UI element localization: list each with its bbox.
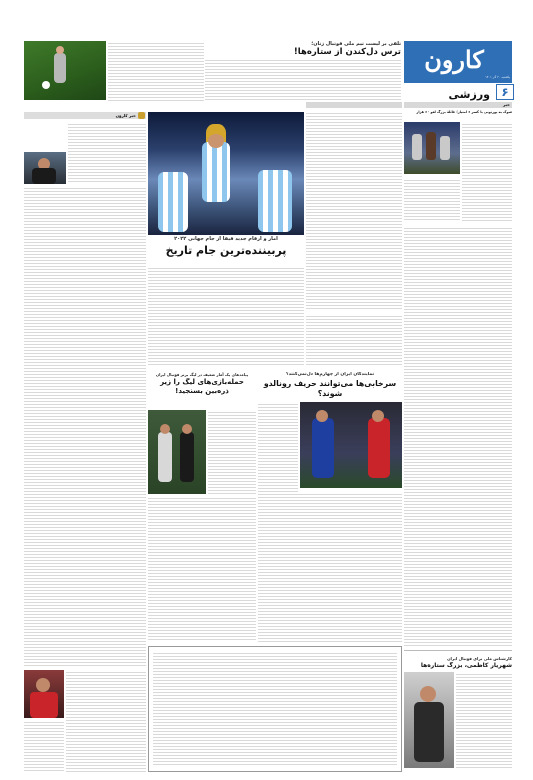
- photo-kazemi: [404, 672, 454, 768]
- article-red-blue: [258, 372, 402, 402]
- worldcup-headline-block: [148, 236, 304, 264]
- center-right-lower-text: [306, 314, 402, 366]
- sidebar-text-1: [462, 122, 512, 222]
- bottom-box: [148, 646, 402, 772]
- article4-text-a: [208, 410, 256, 494]
- column-header: [306, 102, 402, 108]
- photo-women-player: [24, 41, 106, 100]
- article5-kicker: کارشناس ملی برای فوتبال ایران: [447, 656, 512, 661]
- masthead-date: یکشنبه ۲۰ آذر ۱۴۰۱: [485, 75, 510, 79]
- article1-title: تلقی بر لیست تیم ملی فوتبال زنان؛: [311, 41, 401, 47]
- worldcup-body: [148, 266, 304, 366]
- top-left-text: [108, 41, 204, 101]
- left-column-text: [24, 186, 146, 666]
- page-number: ۶: [496, 84, 514, 100]
- article-kazemi: [404, 656, 512, 772]
- article4-text-b: [148, 496, 256, 642]
- sidebar-subtitle: شوک به پورتونی با کسر ۶ امتیاز؛ غائلهٔ بزرگ لغو ۶۰ هزار: [416, 110, 512, 114]
- article5-text: [456, 672, 512, 768]
- photo-world-cup-celebration: [148, 112, 304, 235]
- bottom-left-text-2: [24, 720, 64, 772]
- section-label: ورزشی: [448, 88, 490, 101]
- worldcup-kicker: آمار و ارقام جدید فیفا از جام جهانی ۲۰۲۲: [174, 236, 278, 242]
- brief-text: [68, 122, 146, 184]
- sidebar-text-3: [404, 226, 512, 646]
- masthead: [404, 41, 512, 99]
- photo-sidebar-players: [404, 122, 460, 174]
- article1-body: [205, 58, 401, 102]
- article1-headline: ترس دل‌کندن از ستاره‌ها!: [293, 47, 401, 57]
- column-text: [306, 111, 402, 311]
- article3-text-b: [258, 492, 402, 642]
- center-right-column: [306, 102, 402, 312]
- article-league-stats: [148, 372, 256, 408]
- sidebar-divider: [404, 650, 512, 651]
- brief-box: [24, 112, 146, 184]
- worldcup-headline: پربیننده‌ترین جام تاریخ: [165, 244, 287, 257]
- article3-headline: سرخابی‌ها می‌توانند حریف رونالدو شوند؟: [263, 379, 397, 398]
- bottom-left-text: [66, 670, 146, 772]
- trophy-icon: [138, 112, 145, 119]
- photo-coaches-field: [148, 410, 206, 494]
- article4-kicker: پیامدهای یک آمار ضعیف در لیگ برتر فوتبال ایران: [155, 372, 249, 377]
- article3-text-a: [258, 402, 298, 492]
- bottom-box-text: [153, 651, 397, 767]
- brief-title: خبر کارون: [115, 113, 136, 118]
- sidebar-title: خبر: [502, 102, 510, 107]
- article5-headline: شهریار کاظمی، بزرگ ستاره‌ها: [420, 662, 512, 669]
- photo-bottom-left-player: [24, 670, 64, 718]
- photo-coach: [24, 152, 66, 184]
- photo-players-teams: [300, 402, 402, 488]
- article3-kicker: نمایندگان ایران از چهارم‌ها دل‌نمی‌کنند؟: [285, 372, 375, 377]
- sidebar-text-2: [404, 178, 460, 222]
- article-women-team: [205, 41, 401, 101]
- masthead-logo: کارون: [424, 45, 484, 74]
- article4-headline: حمله‌بازی‌های لیگ را زیر ذره‌بین بسنجید!: [160, 378, 244, 395]
